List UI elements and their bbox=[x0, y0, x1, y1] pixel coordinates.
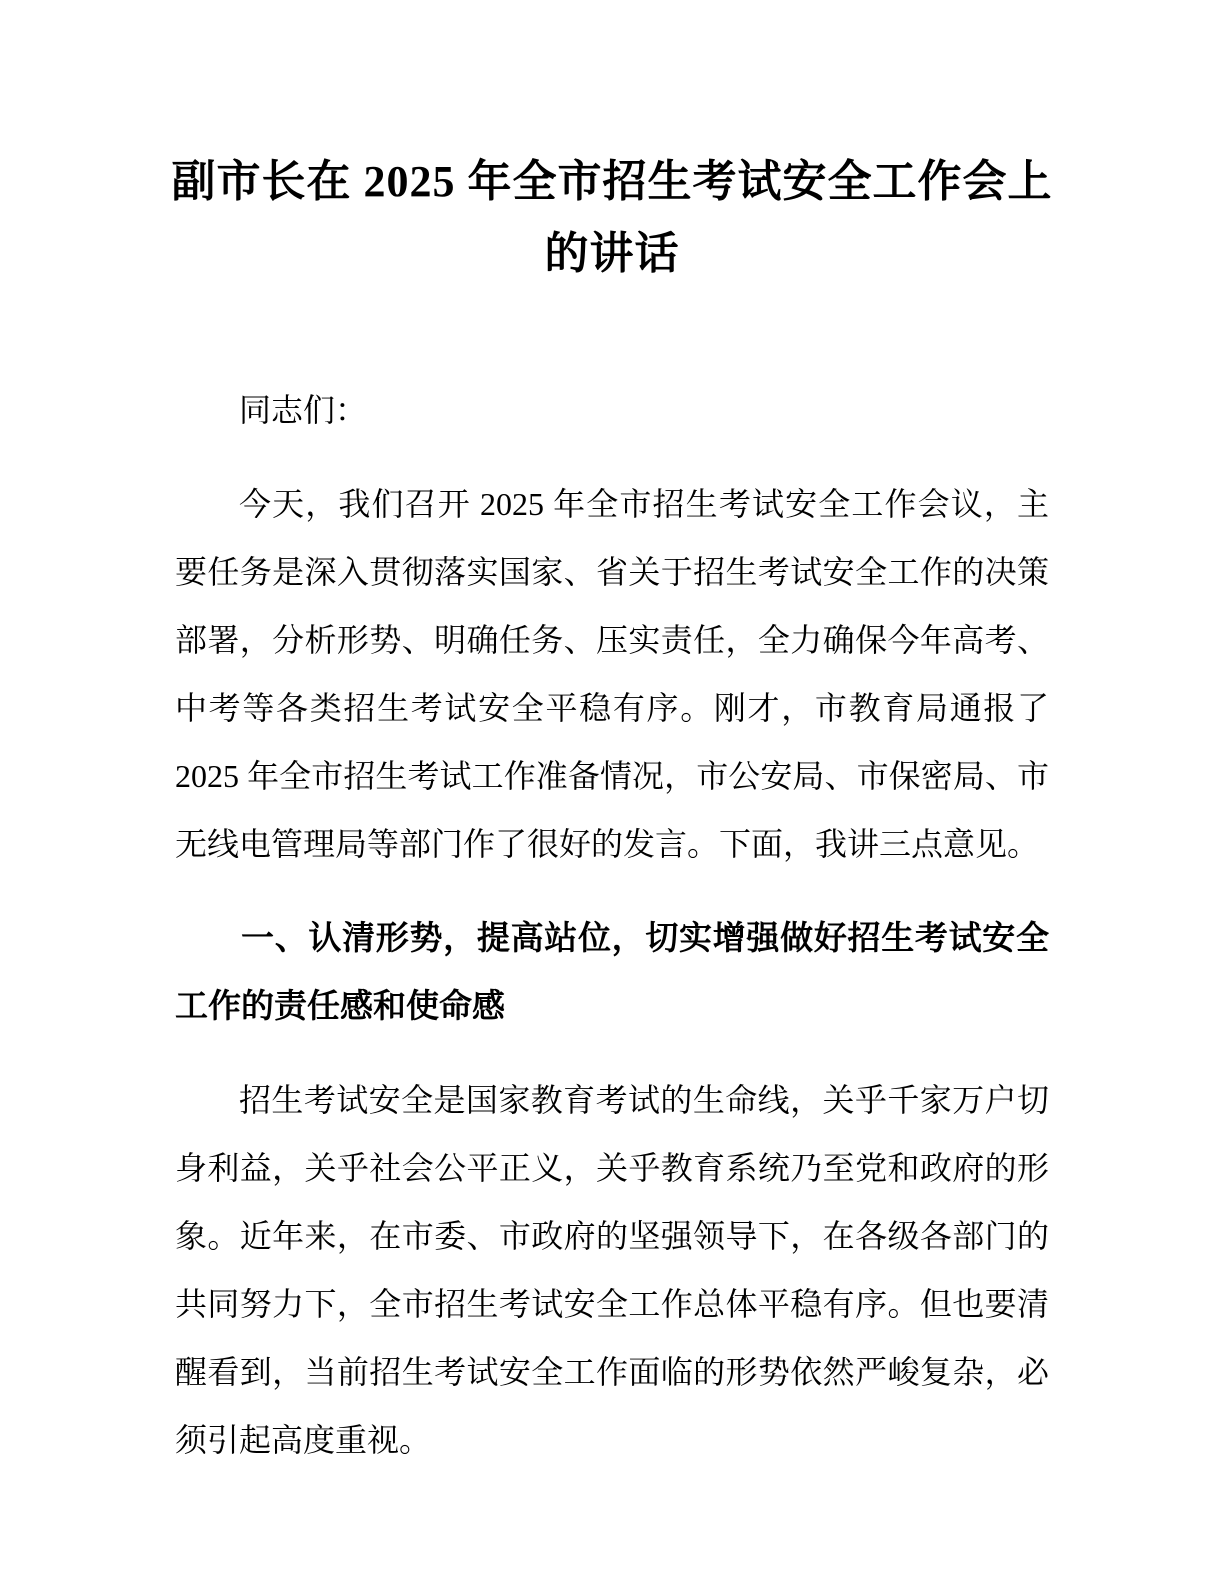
section-heading-1: 一、认清形势，提高站位，切实增强做好招生考试安全工作的责任感和使命感 bbox=[175, 919, 1049, 1024]
paragraph-opening: 今天，我们召开 2025 年全市招生考试安全工作会议，主要任务是深入贯彻落实国家、省关于招生考试安全工作的决策部署，分析形势、明确任务、压实责任，全力确保今年高考、中考等各类招生考试安全平稳有序。刚才，市教育局通报了 2025 年全市招生考试工作准备情况，市公安局、市保密局、市无线电管理局等部门作了很好的发言。下面，我讲三点意见。 bbox=[175, 486, 1049, 862]
paragraph-situation-analysis: 招生考试安全是国家教育考试的生命线，关乎千家万户切身利益，关乎社会公平正义，关乎教育系统乃至党和政府的形象。近年来，在市委、市政府的坚强领导下，在各级各部门的共同努力下，全市招生考试安全工作总体平稳有序。但也要清醒看到，当前招生考试安全工作面临的形势依然严峻复杂，必须引起高度重视。 bbox=[175, 1082, 1049, 1458]
document-title: 副市长在 2025 年全市招生考试安全工作会上的讲话 bbox=[171, 157, 1053, 278]
salutation: 同志们： bbox=[239, 392, 368, 428]
